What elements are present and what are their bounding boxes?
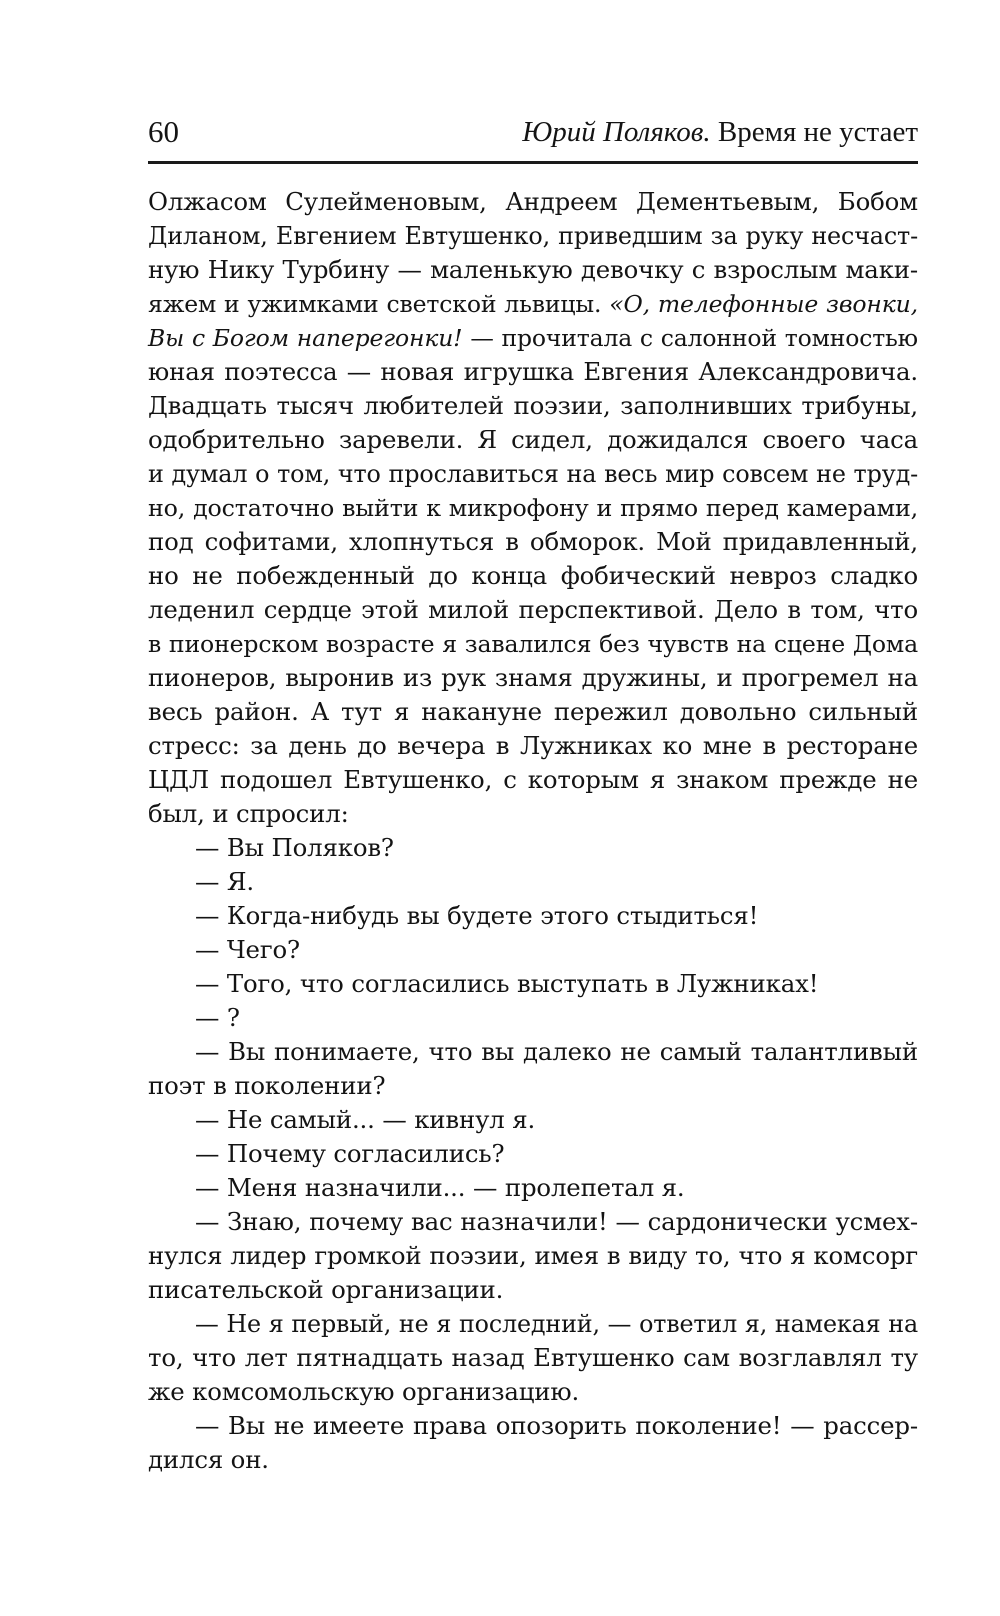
running-title-book: Время не устает xyxy=(717,116,918,148)
text-line: нулся лидер громкой поэзии, имея в виду то, что я комсорг xyxy=(148,1241,918,1270)
text-line: поэт в поколении? xyxy=(148,1071,386,1100)
text-line: но не побежденный до конца фобический невроз сладко xyxy=(148,561,918,590)
dialogue-line: — Меня назначили... — пролепетал я. xyxy=(195,1173,685,1202)
text-line: в пионерском возрасте я завалился без чувств на сцене Дома xyxy=(148,630,918,658)
text-line: был, и спросил: xyxy=(148,799,349,828)
text-line: Вы с Богом наперегонки! — прочитала с салонной томностью xyxy=(148,324,918,352)
text-line: и думал о том, что прославиться на весь мир совсем не труд- xyxy=(148,460,918,488)
dialogue-line: — Того, что согласились выступать в Лужниках! xyxy=(195,969,819,998)
dialogue-line: — Вы не имеете права опозорить поколение! — рассер- xyxy=(195,1411,918,1440)
dialogue-line: — Вы понимаете, что вы далеко не самый талантливый xyxy=(195,1037,918,1066)
text-line: весь район. А тут я накануне пережил довольно сильный xyxy=(148,697,918,726)
dialogue-line: — Почему согласились? xyxy=(195,1139,505,1168)
text-line: леденил сердце этой милой перспективой. Дело в том, что xyxy=(148,595,918,624)
dialogue-line: — Знаю, почему вас назначили! — сардонически усмех- xyxy=(195,1207,918,1236)
dialogue-line: — Чего? xyxy=(195,935,300,964)
text-line: одобрительно заревели. Я сидел, дожидался своего часа xyxy=(148,425,918,454)
italic-quote: Вы с Богом наперегонки! xyxy=(148,324,463,352)
dialogue-line: — Вы Поляков? xyxy=(195,833,394,862)
text-line: стресс: за день до вечера в Лужниках ко мне в ресторане xyxy=(148,731,918,760)
running-title xyxy=(522,108,918,156)
italic-quote: «О, телефонные звонки, xyxy=(609,290,918,318)
text-line: яжем и ужимками светской львицы. «О, телефонные звонки, xyxy=(148,290,918,318)
dialogue-line: — ? xyxy=(195,1003,240,1032)
dialogue-line: — Не я первый, не я последний, — ответил я, намекая на xyxy=(195,1310,918,1338)
text-line: под софитами, хлопнуться в обморок. Мой придавленный, xyxy=(148,527,918,556)
running-header xyxy=(148,108,918,156)
text-line: Олжасом Сулейменовым, Андреем Дементьевым, Бобом xyxy=(148,187,918,216)
page-number: 60 xyxy=(148,114,179,149)
text-line: ную Нику Турбину — маленькую девочку с взрослым маки- xyxy=(148,255,918,284)
text-line: дился он. xyxy=(148,1445,269,1474)
text-line: пионеров, выронив из рук знамя дружины, и прогремел на xyxy=(148,663,918,692)
text-line: но, достаточно выйти к микрофону и прямо перед камерами, xyxy=(148,494,918,522)
dialogue-line: — Когда-нибудь вы будете этого стыдиться! xyxy=(195,901,759,930)
dialogue-line: — Я. xyxy=(195,867,254,896)
header-rule xyxy=(148,161,918,164)
text-line: же комсомольскую организацию. xyxy=(148,1377,580,1406)
running-title-author: Юрий Поляков. xyxy=(522,116,711,148)
text-line: то, что лет пятнадцать назад Евтушенко сам возглавлял ту xyxy=(148,1343,918,1372)
body-text xyxy=(148,185,918,1477)
text-line: Двадцать тысяч любителей поэзии, заполнивших трибуны, xyxy=(148,391,918,420)
dialogue-line: — Не самый... — кивнул я. xyxy=(195,1105,536,1134)
text-line: ЦДЛ подошел Евтушенко, с которым я знаком прежде не xyxy=(148,765,918,794)
text-line: Диланом, Евгением Евтушенко, приведшим за руку несчаст- xyxy=(148,222,918,250)
text-line: юная поэтесса — новая игрушка Евгения Александровича. xyxy=(148,357,918,386)
text-line: писательской организации. xyxy=(148,1275,504,1304)
